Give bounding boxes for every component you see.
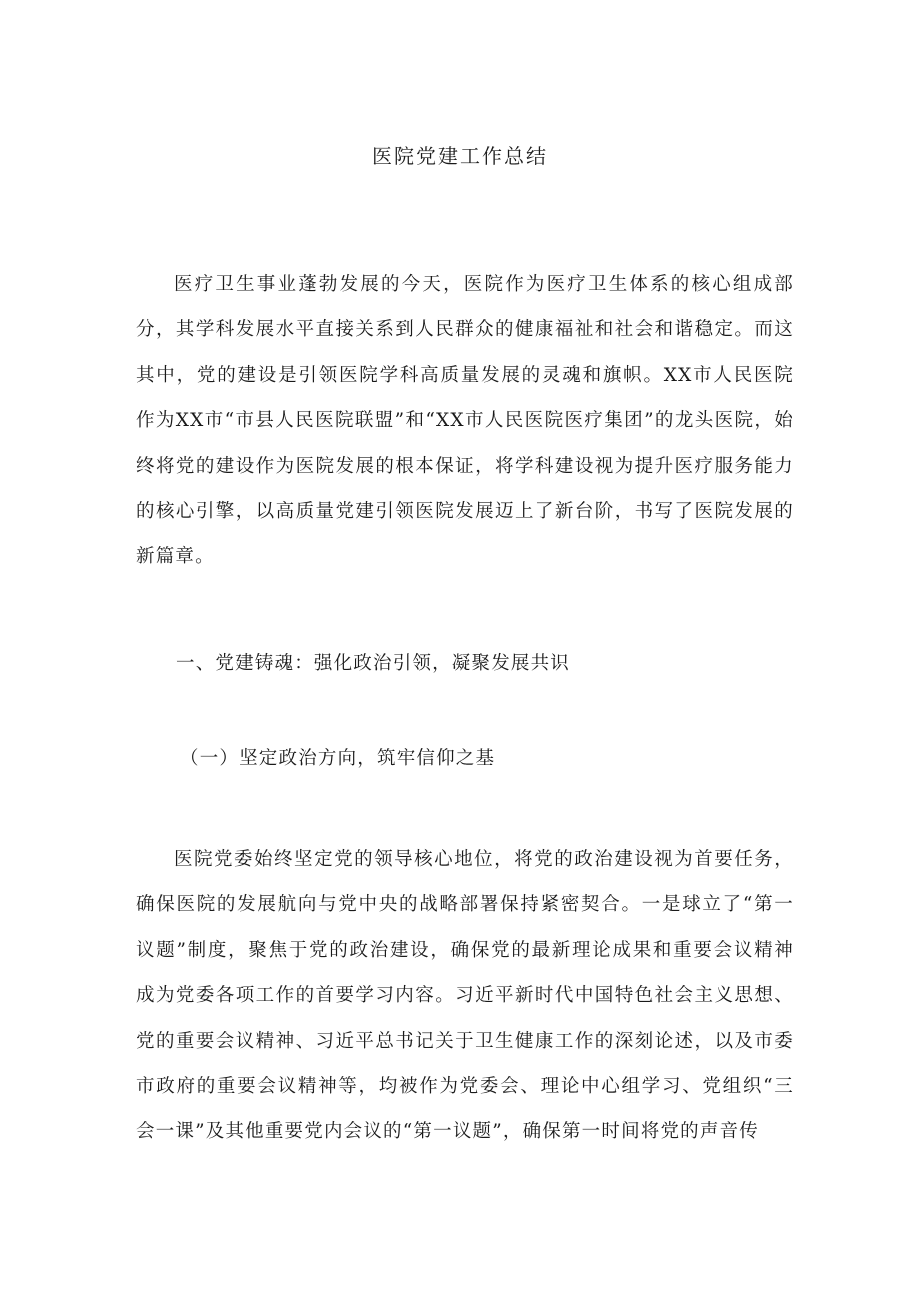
document-title: 医院党建工作总结 — [372, 144, 548, 168]
subsection-heading: （一）坚定政治方向，筑牢信仰之基 — [180, 748, 496, 769]
body-paragraph: 医院党委始终坚定党的领导核心地位，将党的政治建设视为首要任务，确保医院的发展航向与党中央的战略部署保持紧密契合。一是球立了“第一议题”制度，聚焦于党的政治建设，确保党的最新理论成果和重要会议精神成为党委各项工作的首要学习内容。习近平新时代中国特色社会主义思想、党的重要会议精神、习近平总书记关于卫生健康工作的深刻论述，以及市委市政府的重要会议精神等，均被作为党委会、理论中心组学习、党组织“三会一课”及其他重要党内会议的“第一议题”，确保第一时间将党的声音传 — [136, 849, 794, 1143]
section-heading: 一、党建铸魂：强化政治引领，凝聚发展共识 — [176, 653, 571, 674]
intro-paragraph: 医疗卫生事业蓬勃发展的今天，医院作为医疗卫生体系的核心组成部分，其学科发展水平直接关系到人民群众的健康福祉和社会和谐稳定。而这其中，党的建设是引领医院学科高质量发展的灵魂和旗帜。XX市人民医院作为XX市“市县人民医院联盟”和“XX市人民医院医疗集团”的龙头医院，始终将党的建设作为医院发展的根本保证，将学科建设视为提升医疗服务能力的核心引擎，以高质量党建引领医院发展迈上了新台阶，书写了医院发展的新篇章。 — [136, 274, 794, 568]
